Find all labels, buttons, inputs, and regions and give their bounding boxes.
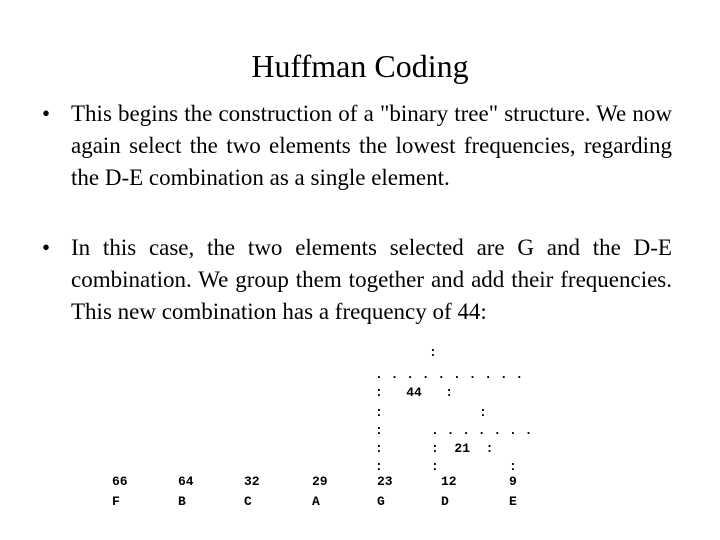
tree-connector: : <box>375 423 383 438</box>
tree-connector: : <box>429 345 437 360</box>
tree-node-label: : 44 : <box>375 385 454 400</box>
huffman-tree-diagram <box>0 340 720 510</box>
leaf-letter: B <box>178 494 186 509</box>
leaf-letter: F <box>112 494 120 509</box>
tree-connector: : <box>509 459 517 474</box>
bullet-marker: • <box>42 101 51 126</box>
tree-connector: : <box>431 459 439 474</box>
bullet-marker: • <box>42 235 51 260</box>
leaf-letter: E <box>509 494 517 509</box>
bullet-text: This begins the construction of a "binary tree" structure. We now again select the two elements the lowest frequencies, regarding the D-E combination as a single element. <box>71 101 672 190</box>
bullet-item <box>42 232 672 328</box>
bullet-item <box>42 98 672 194</box>
leaf-letter: C <box>244 494 252 509</box>
leaf-frequency: 66 <box>112 474 128 489</box>
leaf-frequency: 64 <box>178 474 194 489</box>
leaf-letter: A <box>312 494 320 509</box>
leaf-frequency: 23 <box>377 474 393 489</box>
leaf-frequency: 12 <box>441 474 457 489</box>
tree-connector: . . . . . . . . . . <box>375 367 524 382</box>
bullet-text: In this case, the two elements selected are G and the D-E combination. We group them together and add their frequencies. This new combination has a frequency of 44: <box>71 235 672 324</box>
leaf-letter: G <box>377 494 385 509</box>
tree-node-label: : 21 : <box>431 441 494 456</box>
tree-connector: : <box>375 441 383 456</box>
tree-connector: : <box>375 459 383 474</box>
tree-connector: : <box>375 405 383 420</box>
tree-connector: . . . . . . . <box>431 423 533 438</box>
slide-title: Huffman Coding <box>251 48 469 84</box>
leaf-letter: D <box>441 494 449 509</box>
leaf-frequency: 29 <box>312 474 328 489</box>
leaf-frequency: 32 <box>244 474 260 489</box>
leaf-frequency: 9 <box>509 474 517 489</box>
tree-connector: : <box>479 405 487 420</box>
